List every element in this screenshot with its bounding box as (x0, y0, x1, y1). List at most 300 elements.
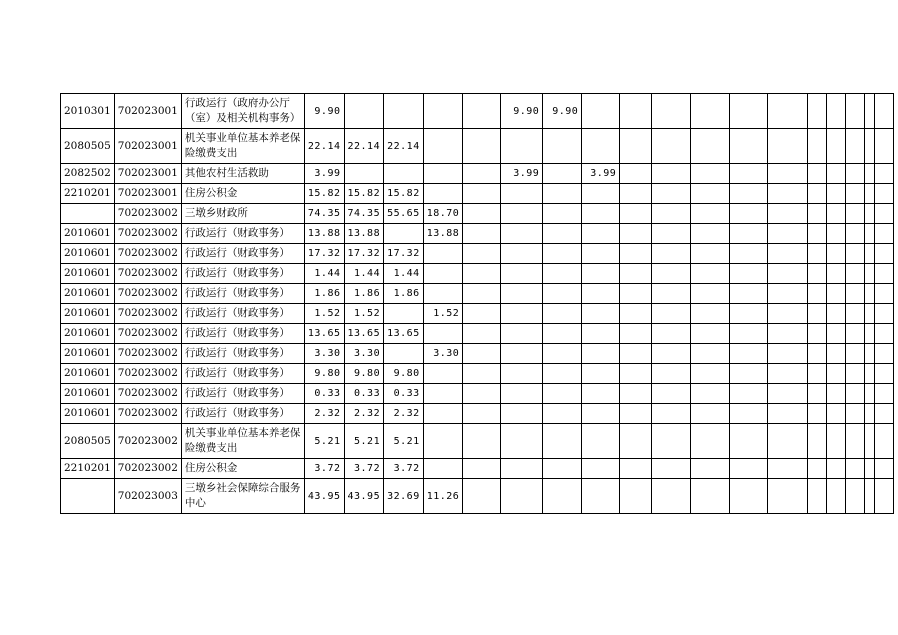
amount-cell (501, 324, 543, 344)
item-name-cell: 三墩乡社会保障综合服务中心 (181, 479, 304, 514)
amount-cell (827, 184, 846, 204)
amount-cell: 1.86 (344, 284, 384, 304)
amount-cell (808, 424, 827, 459)
amount-cell (543, 204, 582, 224)
amount-cell (384, 304, 424, 324)
amount-cell: 3.72 (304, 459, 344, 479)
amount-cell (620, 129, 652, 164)
amount-cell: 5.21 (304, 424, 344, 459)
amount-cell (423, 184, 463, 204)
amount-cell: 43.95 (344, 479, 384, 514)
amount-cell (808, 344, 827, 364)
class-code-cell: 2080505 (61, 129, 115, 164)
amount-cell (808, 224, 827, 244)
amount-cell (730, 94, 768, 129)
amount-cell (620, 424, 652, 459)
amount-cell (865, 324, 875, 344)
amount-cell (846, 324, 865, 344)
item-name-cell: 行政运行（财政事务） (181, 244, 304, 264)
unit-code-cell: 702023002 (114, 284, 181, 304)
amount-cell (543, 384, 582, 404)
unit-code-cell: 702023002 (114, 424, 181, 459)
amount-cell (846, 129, 865, 164)
amount-cell (691, 94, 730, 129)
table-row (61, 384, 894, 404)
item-name-cell: 行政运行（政府办公厅（室）及相关机构事务） (181, 94, 304, 129)
amount-cell (875, 404, 894, 424)
amount-cell (463, 284, 501, 304)
table-row (61, 164, 894, 184)
unit-code-cell: 702023002 (114, 244, 181, 264)
amount-cell: 9.80 (344, 364, 384, 384)
amount-cell: 1.86 (384, 284, 424, 304)
amount-cell (423, 244, 463, 264)
amount-cell (827, 264, 846, 284)
unit-code-cell: 702023001 (114, 184, 181, 204)
amount-cell (582, 479, 620, 514)
class-code-cell: 2010601 (61, 224, 115, 244)
amount-cell (827, 459, 846, 479)
amount-cell (463, 364, 501, 384)
amount-cell (865, 204, 875, 224)
amount-cell (808, 459, 827, 479)
class-code-cell: 2010601 (61, 244, 115, 264)
amount-cell (423, 404, 463, 424)
class-code-cell: 2010601 (61, 364, 115, 384)
amount-cell (691, 184, 730, 204)
item-name-cell: 行政运行（财政事务） (181, 344, 304, 364)
amount-cell (582, 324, 620, 344)
amount-cell (463, 344, 501, 364)
item-name-cell: 住房公积金 (181, 184, 304, 204)
amount-cell (865, 264, 875, 284)
amount-cell (463, 304, 501, 324)
amount-cell (501, 284, 543, 304)
amount-cell (875, 324, 894, 344)
amount-cell (865, 384, 875, 404)
amount-cell (730, 479, 768, 514)
amount-cell (652, 384, 691, 404)
amount-cell (875, 344, 894, 364)
class-code-cell: 2010601 (61, 284, 115, 304)
amount-cell (808, 304, 827, 324)
class-code-cell (61, 204, 115, 224)
amount-cell (463, 164, 501, 184)
amount-cell (768, 204, 808, 224)
amount-cell (501, 129, 543, 164)
amount-cell (808, 384, 827, 404)
budget-table (60, 93, 894, 514)
item-name-cell: 行政运行（财政事务） (181, 284, 304, 304)
amount-cell: 32.69 (384, 479, 424, 514)
amount-cell (652, 404, 691, 424)
amount-cell (652, 244, 691, 264)
amount-cell (865, 479, 875, 514)
amount-cell (463, 204, 501, 224)
amount-cell: 0.33 (384, 384, 424, 404)
amount-cell: 2.32 (344, 404, 384, 424)
amount-cell (846, 304, 865, 324)
amount-cell (543, 244, 582, 264)
unit-code-cell: 702023003 (114, 479, 181, 514)
amount-cell (808, 404, 827, 424)
amount-cell (652, 204, 691, 224)
amount-cell (846, 364, 865, 384)
amount-cell (865, 244, 875, 264)
amount-cell: 43.95 (304, 479, 344, 514)
unit-code-cell: 702023001 (114, 164, 181, 184)
amount-cell: 17.32 (384, 244, 424, 264)
amount-cell (463, 224, 501, 244)
amount-cell (691, 404, 730, 424)
amount-cell (620, 204, 652, 224)
item-name-cell: 行政运行（财政事务） (181, 364, 304, 384)
amount-cell (827, 424, 846, 459)
item-name-cell: 行政运行（财政事务） (181, 404, 304, 424)
amount-cell (652, 224, 691, 244)
amount-cell: 2.32 (384, 404, 424, 424)
amount-cell (865, 184, 875, 204)
amount-cell (691, 129, 730, 164)
class-code-cell: 2210201 (61, 459, 115, 479)
amount-cell (423, 384, 463, 404)
amount-cell (768, 284, 808, 304)
amount-cell (423, 364, 463, 384)
amount-cell (827, 304, 846, 324)
amount-cell (582, 264, 620, 284)
amount-cell (808, 284, 827, 304)
amount-cell (501, 204, 543, 224)
amount-cell (423, 164, 463, 184)
amount-cell (691, 384, 730, 404)
amount-cell (423, 324, 463, 344)
amount-cell (865, 94, 875, 129)
amount-cell (423, 284, 463, 304)
amount-cell (463, 129, 501, 164)
amount-cell: 13.65 (344, 324, 384, 344)
amount-cell (543, 344, 582, 364)
class-code-cell: 2010601 (61, 384, 115, 404)
amount-cell (827, 164, 846, 184)
amount-cell (620, 384, 652, 404)
amount-cell (543, 304, 582, 324)
amount-cell: 9.90 (543, 94, 582, 129)
amount-cell (875, 264, 894, 284)
amount-cell: 2.32 (304, 404, 344, 424)
amount-cell: 9.90 (501, 94, 543, 129)
amount-cell (875, 304, 894, 324)
item-name-cell: 行政运行（财政事务） (181, 224, 304, 244)
amount-cell (582, 404, 620, 424)
item-name-cell: 行政运行（财政事务） (181, 324, 304, 344)
amount-cell (865, 424, 875, 459)
amount-cell (875, 164, 894, 184)
amount-cell (768, 324, 808, 344)
amount-cell (768, 94, 808, 129)
amount-cell (620, 324, 652, 344)
class-code-cell: 2010601 (61, 404, 115, 424)
amount-cell (501, 264, 543, 284)
table-row (61, 324, 894, 344)
amount-cell (384, 94, 424, 129)
amount-cell (543, 424, 582, 459)
amount-cell (865, 404, 875, 424)
amount-cell: 0.33 (344, 384, 384, 404)
amount-cell (768, 129, 808, 164)
amount-cell (620, 344, 652, 364)
amount-cell (501, 224, 543, 244)
amount-cell (463, 94, 501, 129)
amount-cell (691, 424, 730, 459)
unit-code-cell: 702023002 (114, 404, 181, 424)
amount-cell (384, 344, 424, 364)
amount-cell (730, 204, 768, 224)
unit-code-cell: 702023001 (114, 94, 181, 129)
amount-cell: 1.52 (344, 304, 384, 324)
table-row (61, 459, 894, 479)
amount-cell (827, 129, 846, 164)
amount-cell (582, 224, 620, 244)
table-row (61, 479, 894, 514)
amount-cell (423, 129, 463, 164)
amount-cell (501, 244, 543, 264)
amount-cell (730, 264, 768, 284)
amount-cell (463, 479, 501, 514)
amount-cell (691, 244, 730, 264)
amount-cell (691, 459, 730, 479)
amount-cell (582, 344, 620, 364)
amount-cell (691, 264, 730, 284)
amount-cell (865, 364, 875, 384)
amount-cell (543, 364, 582, 384)
amount-cell (543, 479, 582, 514)
item-name-cell: 住房公积金 (181, 459, 304, 479)
amount-cell (846, 344, 865, 364)
amount-cell (652, 284, 691, 304)
amount-cell (875, 129, 894, 164)
amount-cell: 22.14 (344, 129, 384, 164)
amount-cell (463, 324, 501, 344)
item-name-cell: 机关事业单位基本养老保险缴费支出 (181, 129, 304, 164)
amount-cell: 22.14 (384, 129, 424, 164)
amount-cell (827, 404, 846, 424)
amount-cell (730, 384, 768, 404)
amount-cell: 22.14 (304, 129, 344, 164)
amount-cell (582, 284, 620, 304)
table-row (61, 304, 894, 324)
table-row (61, 204, 894, 224)
amount-cell (423, 94, 463, 129)
item-name-cell: 机关事业单位基本养老保险缴费支出 (181, 424, 304, 459)
amount-cell (344, 164, 384, 184)
amount-cell (808, 479, 827, 514)
amount-cell (865, 284, 875, 304)
amount-cell (384, 224, 424, 244)
class-code-cell: 2082502 (61, 164, 115, 184)
amount-cell (423, 459, 463, 479)
amount-cell: 5.21 (344, 424, 384, 459)
amount-cell: 3.99 (501, 164, 543, 184)
unit-code-cell: 702023002 (114, 344, 181, 364)
amount-cell (582, 424, 620, 459)
amount-cell (846, 384, 865, 404)
unit-code-cell: 702023002 (114, 264, 181, 284)
table-row (61, 284, 894, 304)
amount-cell: 13.88 (304, 224, 344, 244)
amount-cell: 3.30 (344, 344, 384, 364)
amount-cell (582, 129, 620, 164)
table-row (61, 424, 894, 459)
amount-cell: 9.80 (304, 364, 344, 384)
amount-cell (730, 404, 768, 424)
amount-cell (875, 479, 894, 514)
amount-cell (652, 184, 691, 204)
amount-cell (865, 344, 875, 364)
class-code-cell: 2010301 (61, 94, 115, 129)
amount-cell (423, 424, 463, 459)
unit-code-cell: 702023001 (114, 129, 181, 164)
amount-cell (846, 244, 865, 264)
amount-cell (730, 424, 768, 459)
table-row (61, 94, 894, 129)
amount-cell (730, 184, 768, 204)
table-row (61, 264, 894, 284)
amount-cell: 3.30 (423, 344, 463, 364)
unit-code-cell: 702023002 (114, 304, 181, 324)
amount-cell: 1.44 (344, 264, 384, 284)
item-name-cell: 行政运行（财政事务） (181, 384, 304, 404)
amount-cell (875, 224, 894, 244)
amount-cell: 1.52 (304, 304, 344, 324)
amount-cell (582, 304, 620, 324)
amount-cell (768, 384, 808, 404)
amount-cell (768, 424, 808, 459)
amount-cell (543, 129, 582, 164)
amount-cell: 11.26 (423, 479, 463, 514)
amount-cell (501, 424, 543, 459)
amount-cell (620, 459, 652, 479)
amount-cell (691, 204, 730, 224)
amount-cell: 9.80 (384, 364, 424, 384)
amount-cell (846, 224, 865, 244)
amount-cell (501, 459, 543, 479)
amount-cell (691, 164, 730, 184)
amount-cell (808, 324, 827, 344)
amount-cell (875, 244, 894, 264)
amount-cell (652, 459, 691, 479)
amount-cell (875, 284, 894, 304)
amount-cell (543, 324, 582, 344)
amount-cell (463, 244, 501, 264)
amount-cell: 13.88 (344, 224, 384, 244)
amount-cell (865, 459, 875, 479)
amount-cell: 17.32 (304, 244, 344, 264)
amount-cell (463, 264, 501, 284)
amount-cell (730, 459, 768, 479)
amount-cell (875, 384, 894, 404)
table-row (61, 244, 894, 264)
amount-cell (543, 284, 582, 304)
amount-cell (652, 479, 691, 514)
amount-cell (501, 384, 543, 404)
amount-cell (582, 94, 620, 129)
amount-cell (652, 129, 691, 164)
amount-cell: 5.21 (384, 424, 424, 459)
amount-cell (730, 364, 768, 384)
amount-cell: 15.82 (344, 184, 384, 204)
amount-cell (730, 224, 768, 244)
amount-cell (768, 459, 808, 479)
amount-cell: 3.30 (304, 344, 344, 364)
amount-cell (827, 244, 846, 264)
amount-cell (691, 364, 730, 384)
amount-cell (808, 184, 827, 204)
amount-cell (652, 264, 691, 284)
amount-cell (827, 344, 846, 364)
amount-cell (846, 164, 865, 184)
amount-cell (463, 424, 501, 459)
amount-cell: 1.86 (304, 284, 344, 304)
amount-cell (582, 244, 620, 264)
amount-cell (691, 324, 730, 344)
amount-cell (620, 94, 652, 129)
amount-cell (768, 224, 808, 244)
amount-cell: 74.35 (344, 204, 384, 224)
amount-cell: 3.72 (384, 459, 424, 479)
amount-cell (691, 304, 730, 324)
amount-cell (463, 384, 501, 404)
unit-code-cell: 702023002 (114, 459, 181, 479)
unit-code-cell: 702023002 (114, 384, 181, 404)
unit-code-cell: 702023002 (114, 204, 181, 224)
amount-cell: 17.32 (344, 244, 384, 264)
amount-cell (875, 459, 894, 479)
amount-cell (543, 264, 582, 284)
amount-cell (543, 184, 582, 204)
amount-cell: 55.65 (384, 204, 424, 224)
amount-cell (501, 184, 543, 204)
amount-cell (384, 164, 424, 184)
amount-cell (620, 264, 652, 284)
amount-cell (768, 404, 808, 424)
amount-cell (827, 284, 846, 304)
amount-cell (827, 384, 846, 404)
amount-cell (846, 404, 865, 424)
amount-cell (543, 164, 582, 184)
amount-cell: 74.35 (304, 204, 344, 224)
amount-cell (652, 324, 691, 344)
class-code-cell: 2080505 (61, 424, 115, 459)
amount-cell (730, 304, 768, 324)
amount-cell (865, 304, 875, 324)
amount-cell: 1.44 (384, 264, 424, 284)
class-code-cell: 2010601 (61, 344, 115, 364)
amount-cell (501, 304, 543, 324)
table-row (61, 129, 894, 164)
amount-cell (582, 204, 620, 224)
amount-cell (808, 129, 827, 164)
amount-cell (501, 404, 543, 424)
amount-cell (768, 244, 808, 264)
amount-cell (827, 204, 846, 224)
amount-cell (620, 164, 652, 184)
amount-cell (768, 344, 808, 364)
amount-cell (620, 184, 652, 204)
amount-cell (652, 304, 691, 324)
class-code-cell: 2210201 (61, 184, 115, 204)
amount-cell (691, 479, 730, 514)
amount-cell (582, 364, 620, 384)
